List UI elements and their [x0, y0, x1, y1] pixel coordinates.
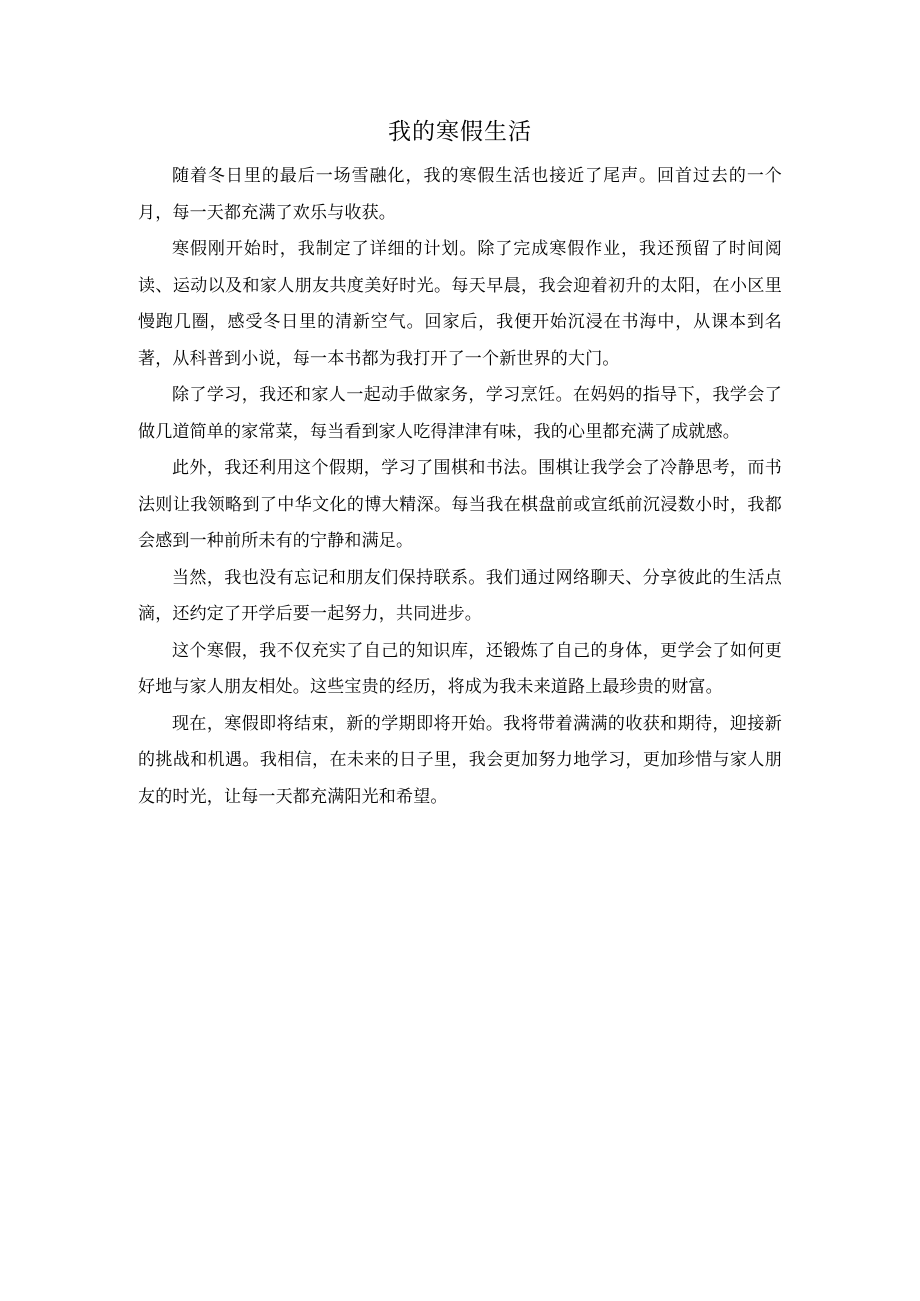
page-title: 我的寒假生活: [388, 119, 532, 145]
paragraph: 现在，寒假即将结束，新的学期即将开始。我将带着满满的收获和期待，迎接新的挑战和机遇。我相信，在未来的日子里，我会更加努力地学习，更加珍惜与家人朋友的时光，让每一天都充满阳光和希望。: [138, 713, 782, 807]
paragraph: 此外，我还利用这个假期，学习了围棋和书法。围棋让我学会了冷静思考，而书法则让我领略到了中华文化的博大精深。每当我在棋盘前或宣纸前沉浸数小时，我都会感到一种前所未有的宁静和满足。: [138, 458, 782, 551]
paragraph: 寒假刚开始时，我制定了详细的计划。除了完成寒假作业，我还预留了时间阅读、运动以及和家人朋友共度美好时光。每天早晨，我会迎着初升的太阳，在小区里慢跑几圈，感受冬日里的清新空气。回家后，我便开始沉浸在书海中，从课本到名著，从科普到小说，每一本书都为我打开了一个新世界的大门。: [138, 239, 782, 369]
paragraph: 随着冬日里的最后一场雪融化，我的寒假生活也接近了尾声。回首过去的一个月，每一天都充满了欢乐与收获。: [138, 166, 782, 223]
document-body: [138, 112, 782, 815]
paragraph: 这个寒假，我不仅充实了自己的知识库，还锻炼了自己的身体，更学会了如何更好地与家人朋友相处。这些宝贵的经历，将成为我未来道路上最珍贵的财富。: [138, 640, 782, 697]
paragraph: 当然，我也没有忘记和朋友们保持联系。我们通过网络聊天、分享彼此的生活点滴，还约定了开学后要一起努力，共同进步。: [138, 567, 782, 624]
paragraph: 除了学习，我还和家人一起动手做家务，学习烹饪。在妈妈的指导下，我学会了做几道简单的家常菜，每当看到家人吃得津津有味，我的心里都充满了成就感。: [138, 385, 782, 442]
